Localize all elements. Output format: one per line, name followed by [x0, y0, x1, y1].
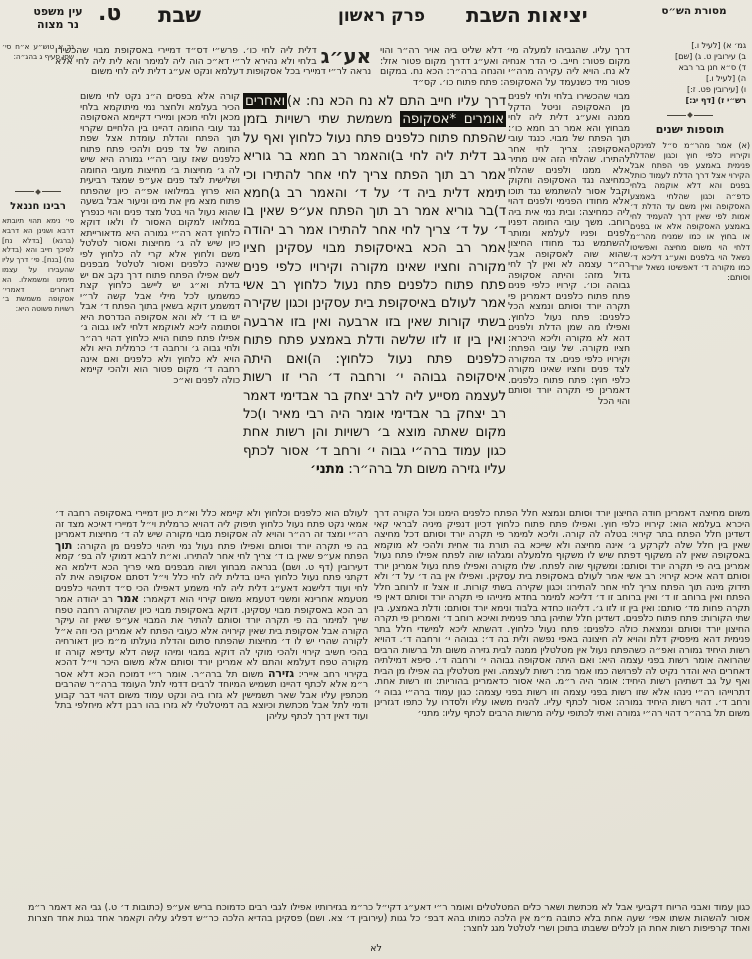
divider-ornament	[667, 113, 713, 117]
tosafot-opening-text: דלית ליה לחי כו׳. פרש״י דס״ד דמיירי באסקופת מבוי שהכשירו בלחי ולא נהירא לר״י דא״כ הוה ליה למימר והא לית ליה לחי אלא נראה לר״י דמיירי בכל אסקופות דעלמא ונקט אע״ג דלית ליה לחי משום	[55, 46, 371, 77]
divider-ornament	[15, 190, 61, 194]
masoret-ref: ה) [לעיל ו.]	[705, 73, 746, 83]
chapter-number: פרק ראשון	[338, 6, 426, 26]
ein-mishpat-title-line2: נר מצוה	[37, 17, 79, 31]
search-highlight-word: אומרים *אסקופה	[402, 111, 504, 128]
tosafot-dibbur-hamatchil: גזירה	[267, 666, 294, 680]
left-margin-column	[2, 42, 74, 462]
right-margin-column	[630, 40, 750, 360]
tosafot-dibbur-hamatchil: אמר	[116, 592, 139, 605]
tosafot-opening-block	[55, 46, 371, 91]
tractate-title: שבת	[158, 3, 202, 27]
rashi-lower-column	[374, 509, 750, 901]
masoret-ref: ב) עירובין ט. ג) [שם]	[675, 51, 746, 61]
catchword: לא	[370, 943, 382, 954]
rabbeinu-chananel-title: רבינו חננאל	[10, 200, 66, 212]
tosafot-yeshanim-text: (א) אמר מהר״מ ס״ל למינקט וקירויו כלפי חוץ וכגון שהדלת פנימית באמצע פני הפתח אבל הקירוי אצל דרך הדלת לעמוד כותל בפנים והא דלא אוקמה בלחי כדפ״ה וכגון שהלחי באמצע האסקופה ואין משם עד הדלת ד׳ אמות לפי שאין דרך להעמיד לחי באמצע האסקופה אלא או בפנים או בחוץ או כמו שמניח מהר״מ דלחי הוי משום מחיצה ואפשיטו נשאל הוי בלפנים ואע״ג דליכא ד׳ כמו מקורה ד׳ דאפשיטו נשאל יורד וסותם:	[630, 139, 750, 283]
tosafot-segment-text: רב יהודה אמר רב הכא באסקופת מבוי עסקינן. דוקא באסקופת מבוי כיון שהקורה רחבה טפח שייך למימר בה פי תקרה יורד וסותם להתיר את המבוי אע״פ שאין זה עיקר הקורה אבל אסקופת בית שאין קירויה אלא כעובי הפתח לא אמרינן הכי וזה א״ל לקורה שהרי יש לו ד׳ מחיצות שהפתח סתום והדלת נועלתו מ״מ כיון דאורחיה בהכי חשיב קירוי ולהכי מוקי לה דוקא במבוי ומיהו קשה דלא עדיפא קורה זו מקורה טפח דעלמא והתם לא אמרינן יורד וסותם אלא משום היכר וי״ל דהכא בקירוי רחב איירי:	[55, 594, 368, 680]
mishnah-header-word: מתני׳	[310, 461, 345, 478]
tosafot-bottom-text: כגון עמוד ואבני הריוח דקביעי אבל לא מכתשת ושאר כלים המטלטלים ואומר ר״י דאע״ג דקי״ל כר״מ בגזירותיו אפילו לגבי רבים כדמוכח בריש אע״פ (כתובות ד׳ ט.) גבי הא דאמר ר״מ אסור להשהות אשתו אפי׳ שעה אחת בלא כתובה מ״מ אין הלכה כמותו בהא דבפ׳ כל גגות (עירובין ד׳ צא. ושם) פסקינן בהדיא הלכה כר״ש דפליג עליה וקאמר אחד גגות אחד חצרות ואחד קרפיפות רשות אחת הן לכלים ששבתו בתוכן ושרי לטלטל מגג לחצר:	[28, 903, 750, 934]
search-highlight-word: ואחרים	[245, 93, 285, 109]
chapter-name: יציאות השבת	[466, 3, 588, 27]
masoret-title: מסורת הש״ס	[661, 5, 727, 17]
rashi-opening-block	[380, 46, 630, 91]
tosafot-upper-column	[80, 92, 240, 506]
rabbeinu-chananel-text: פי׳ נימא תהוי תיובתא דרבא ושנינן הא דרבא (ברגא) [בדלא נח] לפיכך חייב והא (בדלא נח) [בנח]. פי׳ דרך עליו שהעבירו על עצמו מימינו ומשמאלו. הא דאחרים דאמרי׳ אסקופה משמשת ב׳ רשויות פשוטה היא:	[2, 216, 74, 314]
tosafot-bottom-full-width	[28, 903, 750, 944]
rashi-upper-column	[508, 92, 630, 506]
tosafot-yeshanim-title: תוספות ישנים	[655, 123, 725, 136]
masoret-ref: גמ׳ א) [לעיל ו.]	[691, 40, 746, 50]
masoret-ref-rashi: רש״י ז) [דף יג:]	[685, 95, 746, 105]
rashi-lower-text: משום מחיצה דאמרינן חודה החיצון יורד וסותם ונמצא חלל הפתח כלפנים הימנו וכל הקורה דרך היכרא בעלמא הוא: קירויו כלפי חוץ. ואפילו פתח פתוח כלחוץ דכיון דנפיק מיניה לבראי קאי דשדינן חלל הפתח בתר קירוי: בטלה לה קורה. וליכא למימר פי תקרה יורד וסותם דכל מחיצה שאין בין חלל שלה לקרקע ג׳ אינה מחיצה ולא שייכא בה תורת גוד אחית ולהכי לא מוקמא באסקופה שאין לה משקוף דפתח שיש לו משקוף מלמעלה ומגלהו שוה לפתח אפילו פתח נעול אמרינן ביה פי תקרה יורד וסותם: ומשקוף שוה לפתח. שלו מקורה ואפילו פתח נעול אמרינן יורד וסותם דהא איכא קירוי: רב אשי אמר לעולם באסקופת בית עסקינן. ואפילו אין בה ד׳ על ד׳ ולא תידוק מינה תוך הפתח צריך לחי אחר להתירו: וכגון שקירה בשתי קורות. זו אצל זו לרוחב חלל הפתח ואין ברוחב זו ד׳ ואין ברוחב זו ד׳ דליכא למימר בחדא מינייהו פי תקרה יורד וסותם דאין פי תקרה פחות מד׳ סותם: ואין בין זו לזו ג׳. דליהוו כחדא בלבוד ונימא יורד וסותם: ודלת באמצע. בין שתי הקורות: פתח פתוח כלפנים. דשדינן חלל שתיהן בתר פנימית ואיכא רוחב ד׳ ואמרינן פי תקרה החיצון יורד וסותם ונמצאת כולה כלפנים: פתח נעול כלחוץ. דהשתא ליכא למישדי חלל בתר פנימית דהא מיפסיק דלת והויא לה חיצונה באפי נפשה ולית בה ד׳: גבוהה י׳ ורחבה ד׳. דהויא רשות היחיד גמורה ואפ״ה כשהפתח נעול אין מטלטלין ממנה לבית גזירה משום תל ברשות הרבים שהרואה אומר רשות בפני עצמה היא: ואם היתה אסקופה גבוהה י׳ ורחבה ד׳. סיפא דמילתיה דאחרים היא והדר נקיט לה לפרושה כמו אמר מר: רשות לעצמה. ואין מטלטלין בה אפילו מן הבית ואף על גב דשתיהן רשות היחיד: אומר היה ר״מ. האי אסור כדאמרינן בהוריות: וזו רשות אחת. דתרוייהו רה״י נינהו אלא שזו רשות בפני עצמה וזו רשות בפני עצמה: כגון עמוד ברה״י גבוה י׳ ורחב ד׳. דהוי רשות היחיד גמורה: אסור לכתף עליו. להניח משאו עליו ולסדרו על כתפו דגזרינן משום תל ברה״ר דהוי רה״י גמורה ואתי לכתופי עליה מרשות הרבים לכתף עליו: מתני׳	[374, 509, 750, 719]
gemara-column	[243, 92, 506, 516]
tosafot-upper-text: קורה אלא בפסים ה״נ נקט לחי משום הכיר בעלמא ולחצר נמי מיתוקמא בלחי מכאן ולחי מכאן ומיירי דקיימא האסקופה נגד עובי החומה דהיינו בין הלחיים שקרוי תוך הפתח והדלת עומדת אצל שפת החומה של צד פנים ולהכי פתח פתוח כלפנים שאז עובי רה״י גמורה היא שיש לה ג׳ מחיצות ב׳ מחיצות מעובי החומה ושלישית לצד פנים אע״פ שמצד רביעית הוא פרוץ במילואו אפ״ה כיון שהפתח פתוח מצא מין את מינו וניעור אבל בשעה שהוא נעול הוי בטל מצד פנים והוי כנפרץ במלואו למקום האסור לו ולאו דוקא כלחוץ דהא רה״י גמורה היא מדאורייתא כיון שיש לה ג׳ מחיצות ואסור לטלטל משם ולחוץ אלא קרי לה כלחוץ לפי שאינה כלפנים ואסור לטלטל מבפנים לשם אפילו הפתח פתוח דרך נקב אם יש בדלת וא״ג יש ליישב כלחוץ קצת כמשמעו לכל מילי אבל קשה לר״י דמשמע דוקא בשאין בתוך הפתח ד׳ אבל יש בו ד׳ לא והא אסקופה הנדרסת היא וסתומה ליכא לאוקמא דלחי לאו גבוה ג׳ אפילו פתח פתוח הויא כלחוץ דהוי רה״ר ולחי גבוה ג׳ ורחבה ד׳ כרמלית היא ולא הויא לא כלחוץ ולא כלפנים ואם אינה רחבה ד׳ מקום פטור הוא ולהכי קיימא כולה לפנים וא״כ	[80, 92, 240, 386]
masoret-ref: ו) [עירובין פט. ז:]	[687, 84, 746, 94]
masoret-refs	[630, 40, 750, 106]
gemara-text-after-highlight: משמשת שתי רשויות בזמן שהפתח פתוח כלפנים פתח נעול כלחוץ ואף על גב דלית ליה לחי ב)והאמר רב חמא בר גוריא אמר רב תוך הפתח צריך לחי אחר להתירו וכי תימא דלית ביה ד׳ על ד׳ והאמר רב ג)חמא ד)בר גוריא אמר רב תוך הפתח אע״פ שאין בו ד׳ על ד׳ צריך לחי אחר להתירו אמר רב יהודה אמר רב הכא באיסקופת מבוי עסקינן חציו מקורה וחציו שאינו מקורה וקירויו כלפי פנים פתח פתוח כלפנים פתח נעול כלחוץ רב אשי אמר לעולם באיסקופת בית עסקינן וכגון שקירה בשתי קורות שאין בזו ארבעה ואין בזו ארבעה ואין בין זו לזו שלשה ודלת באמצע פתח פתוח כלפנים פתח נעול כלחוץ: ה)ואם היתה איסקופה גבוהה י׳ ורחבה ד׳ הרי זו רשות לעצמה מסייע ליה לרב יצחק בר אבדימי דאמר רב יצחק בר אבדימי אומר היה רבי מאיר ו)כל מקום שאתה מוצא ב׳ רשויות והן רשות אחת כגון עמוד ברה״י גבוה י׳ ורחב ד׳ אסור לכתף עליו גזירה משום תל ברה״ר:	[243, 111, 506, 478]
rashi-upper-text: מבוי שהכשירו בלחי ולחי לפנים מן האסקופה וניטל הדקל ממנה ואע״ג דלית ליה לחי מבחוץ והא אמר רב חמא כו׳: תוך הפתח של מבוי. כנגד עובי האסקופה: צריך לחי אחר להתירו. שהלחי הזה אינו מתיר אלא ממנו ולפנים שהלחי כמחיצה נגד האסקופה וחקוק וקבל אסור להשתמש נגד תוכו אלא מחודו הפנימי ולפנים דהוי ליה כמחיצה: ובית נמי אית ביה רוחב. משך עובי החומה דפניו לפנים ופניו לעלמא ומותר להשתמש נגד מחודו החיצון שהוא שוה לאסקופה אבל רה״ר עצמה לא ואין לך לחי גדול מזה: והיתה אסקופה גבוהה וכו׳. קירויו כלפי פנים פתח פתוח כלפנים דאמרינן פי תקרה יורד וסותם ונמצא הכל כלפנים: פתח נעול כלחוץ. ואפילו מה שמן הדלת ולפנים דהא לא מקורה וליכא היכרא: חציו מקורה. של עובי הפתח: וקירויו כלפי פנים. צד המקורה לצד פנים וחציו שאינו מקורה כלפי חוץ: פתח פתוח כלפנים. דאמרינן פי תקרה יורד וסותם והוי הכל	[508, 92, 630, 407]
tosafot-lower-column	[55, 509, 368, 901]
masoret-ref: ד) ס״א חנן בר רבא	[678, 62, 746, 72]
ein-mishpat-title-line1: עין משפט	[33, 6, 83, 18]
tosafot-continuation-text: לעולם הוא כלפנים וכלחוץ ולא קיימא כלל וא״ת כיון דמיירי באסקופה רחבה ד׳ אמאי נקט פתח נעול כלחוץ תיפוק ליה דהויא כרמלית וי״ל דמיירי דאיכא מצד זה רה״י ומצד זה רה״ר והויא לה אסקופת מבוי מקורה שיש לה ד׳ מחיצות דאמרינן בה פי תקרה יורד וסותם ואפילו פתח נעול נמי תיהוי כלפנים מן הקורה:	[55, 509, 368, 552]
rashi-opening-text: דרך עליו. שהגביהו למעלה מי׳ דלא שליט ביה אויר רה״ר והוי מקום פטור: חייב. כי הדר אנחיה ואע״ג דדרך מקום פטור אזל: לא נח. הויא ליה עקירה מרה״י והנחה ברה״ר: הכא נח. במקום פטור מיד כשנעמד על האסקופה: פתח פתוח כו׳. קס״ד	[380, 46, 630, 88]
tosafot-segment-text: הפתח אע״פ שאין בו ד׳ צריך לחי אחר להתירו. וא״ת לרבא דמוקי לה בפ׳ קמא דעירובין (דף ט. ושם) בנראה מבחוץ ושוה מבפנים מאי פריך הכא דילמא הא דקתני פתח נעול כלחוץ היינו בדלית ליה לחי כלל וי״ל דסתם אסקופה אית לה לחי ועוד דלישנא דאע״ג דלית ליה לחי משמע דאפילו הכי ס״ד דתיהוי כלפנים מטעמא אחרינא ומשני דטעמא משום קירוי הוא דקאמר:	[55, 551, 368, 605]
ein-mishpat-text: נב א טוש״ע א״ח סי׳ שסו סעיף ג בהג״ה:	[2, 42, 74, 61]
tosafot-dibbur-hamatchil: תוך	[55, 538, 73, 552]
tosafot-segment-text: משום תל ברה״ר. אומר ר״י דמוכח הכא דלא אסר ר״מ אלא לכתף דהיינו תשמיש המיוחד לרבים דדמי לתל העומד ברה״ר שהרבים מכתפין עליו אבל שאר תשמישין לא גזרו ביה ונקט עמוד משום דהוי דבר קבוע ודמי לתל אבל מכתשת וכיוצא בה דמיטלטלי לא גזרו בהו רבנן דלא מיחלפי בתל ועוד דאין דרך לכתף עליהן	[55, 668, 368, 722]
gemara-text-before-highlight: דרך עליו חייב התם לא נח הכא נח: א)	[286, 93, 506, 109]
tosafot-opening-word: אע״ג	[320, 46, 371, 68]
daf-number: ט.	[98, 1, 122, 26]
ein-mishpat-title	[16, 6, 100, 31]
